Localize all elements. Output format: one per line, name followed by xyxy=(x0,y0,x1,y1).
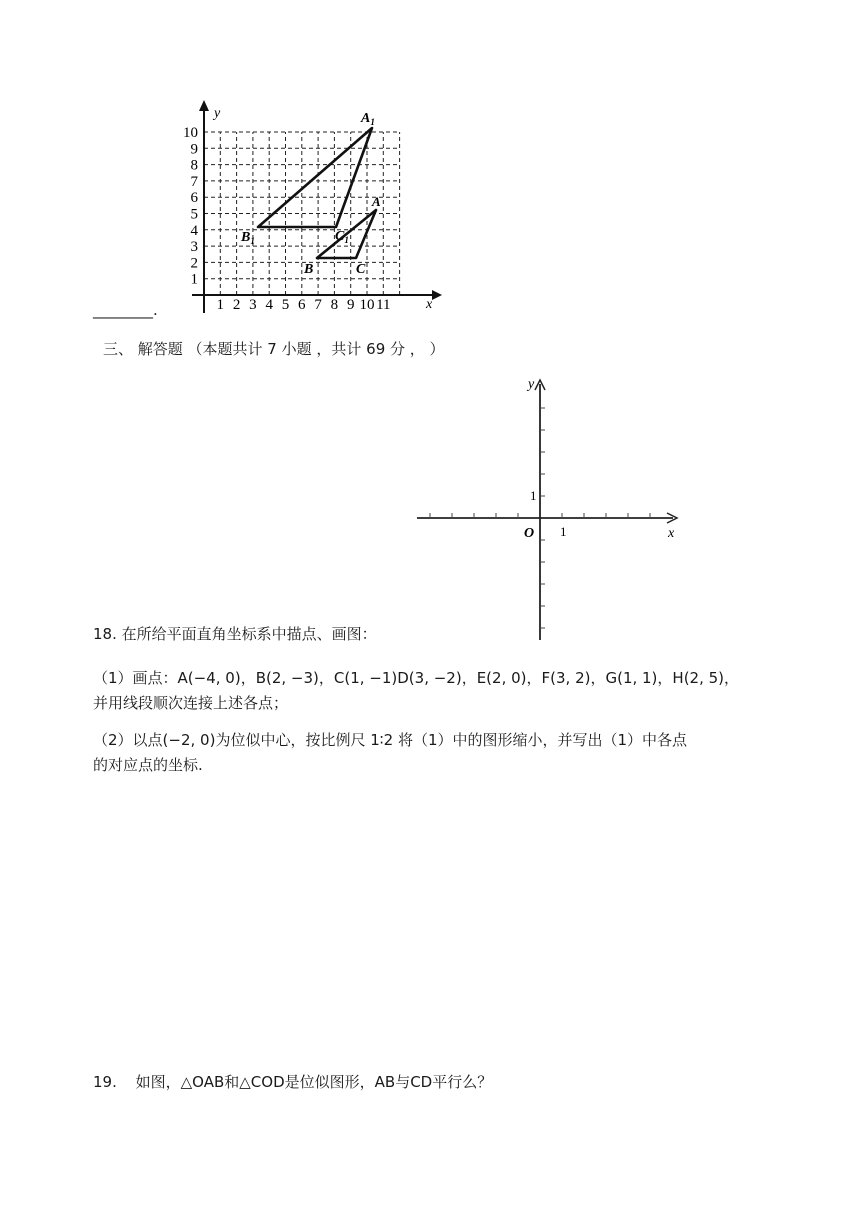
x-tick-label: 7 xyxy=(314,297,322,313)
label-c1: $C_1$ xyxy=(335,229,349,245)
x-tick-label: 8 xyxy=(330,297,339,313)
q18-part2-line2: 的对应点的坐标. xyxy=(93,756,203,774)
figure2-unit-x: 1 xyxy=(560,524,567,539)
figure2-unit-y: 1 xyxy=(530,488,537,503)
q18-stem xyxy=(93,624,377,644)
q18-part1-line1: （1）画点：A(−4, 0)，B(2, −3)，C(1, −1)D(3, −2)，E(2, 0)，F(3, 2)，G(1, 1)，H(2, 5)， xyxy=(93,669,740,687)
q18-number: 18. xyxy=(93,625,117,643)
x-tick-label: 6 xyxy=(298,297,306,313)
figure2-origin-label: O xyxy=(524,526,535,541)
figure1-y-arrow xyxy=(199,100,209,111)
y-tick-label: 4 xyxy=(190,222,198,239)
q19-text: 如图，△OAB和△COD是位似图形，AB与CD平行么？ xyxy=(135,1073,493,1091)
y-tick-label: 1 xyxy=(190,271,198,288)
x-tick-label: 11 xyxy=(376,297,391,313)
figure1-y-label: y xyxy=(214,106,221,121)
y-tick-label: 9 xyxy=(190,141,198,158)
label-a: A xyxy=(372,194,381,209)
x-tick-label: 1 xyxy=(216,297,225,313)
x-tick-label: 10 xyxy=(359,297,375,313)
figure2-x-label: x xyxy=(668,526,675,541)
figure1-grid-graph xyxy=(160,95,450,320)
x-tick-label: 4 xyxy=(265,297,273,313)
q19 xyxy=(93,1072,492,1092)
q18-part2-line1: （2）以点(−2, 0)为位似中心，按比例尺 1∶2 将（1）中的图形缩小，并写出（1）中各点 xyxy=(93,731,688,749)
label-b: B xyxy=(304,262,314,277)
q18-stem-text: 在所给平面直角坐标系中描点、画图： xyxy=(121,625,377,643)
x-tick-label: 9 xyxy=(346,297,355,313)
y-tick-label: 7 xyxy=(190,173,198,190)
section-header: 三、 解答题 （本题共计 7 小题 ，共计 69 分 ， ） xyxy=(103,340,445,358)
y-tick-label: 6 xyxy=(190,190,198,207)
x-tick-label: 2 xyxy=(232,297,241,313)
label-c: C xyxy=(356,262,366,277)
y-tick-label: 3 xyxy=(190,239,198,256)
y-tick-label: 5 xyxy=(190,206,198,223)
figure2-y-label: y xyxy=(528,377,535,392)
figure2-coordinate-axes xyxy=(415,372,685,642)
y-tick-label: 2 xyxy=(190,255,198,272)
answer-blank: ________. xyxy=(93,301,158,319)
x-tick-label: 3 xyxy=(249,297,257,313)
y-tick-label: 8 xyxy=(190,157,198,174)
figure1-y-tick-labels xyxy=(183,125,199,288)
x-tick-label: 5 xyxy=(281,297,290,313)
label-a1: $A_1$ xyxy=(361,111,375,127)
y-tick-label: 10 xyxy=(183,125,198,141)
q19-number: 19. xyxy=(93,1073,117,1091)
figure1-x-arrow xyxy=(432,290,442,300)
label-b1: $B_1$ xyxy=(241,230,255,246)
figure1-x-tick-labels xyxy=(217,297,391,313)
q18-part1-line2: 并用线段顺次连接上述各点； xyxy=(93,694,289,712)
triangle-a1b1c1 xyxy=(258,128,372,227)
figure1-x-label: x xyxy=(426,297,433,312)
